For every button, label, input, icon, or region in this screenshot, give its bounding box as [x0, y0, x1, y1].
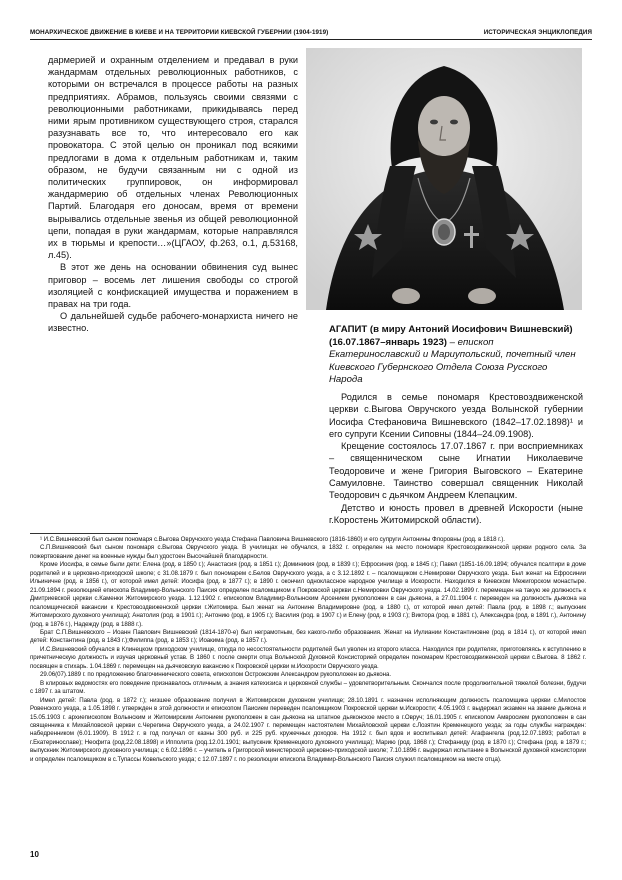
right-paragraph-3: Детство и юность провел в древней Искорости (ныне г.Коростень Житомирской области). [329, 502, 583, 525]
left-text-column [48, 54, 298, 335]
running-header [30, 26, 592, 38]
footnote-paragraph: В клировых ведомостях его поведение признавалось отличным, а знания катехизиса и церковной службы – удовлетворительным. Скончался после продолжительной тяжелой болезни, будучи с 1897 г. за штатом. [30, 679, 586, 696]
right-paragraph-2: Крещение состоялось 17.07.1867 г. при восприемниках – священническом сыне Игнатии Николаевиче Теодоровиче и жене Григория Выговского – Екатерине Самуиловне. Таинство совершал священник Николай Теодорович с дьячком Андреем Клепацким. [329, 441, 583, 501]
right-paragraph-1: Родился в семье пономаря Крестовоздвиженской церкви с.Выгова Овручского уезда Волынской губернии Иосифа Стефановича Вишневского (1842–17.02.1898)¹ и его супруги Ксении Сиповны (1844–24.09.1908). [329, 392, 583, 439]
caption-bio: (в миру Антоний Иосифович Вишневский) (16.07.1867–январь 1923) [329, 324, 573, 348]
header-section: ИСТОРИЧЕСКАЯ ЭНЦИКЛОПЕДИЯ [483, 28, 592, 36]
left-paragraph-3: О дальнейшей судьбе рабочего-монархиста ничего не известно. [48, 311, 298, 334]
left-paragraph-1: дармерией и охранным отделением и предавал в руки жандармам отдельных революционных работников, с которыми он встречался в процессе работы на разных предприятиях. Абрамов, пользуясь своими связями с революционными работниками, прикидываясь перед ними ярым противником существующего строя, старался разузнавать все то, что интересовало его как провокатора. С этой целью он проникал под всякими предлогами в дома к отдельным работникам и, таким образом, не будучи связанным ни с одной из политических группировок, он информировал жандармерию об отдельных членах Революционных Партий. Благодаря его доносам, время от времени вырывались отдельные звенья из общей революционной цепи, попадая в руки жандармам, которые направлялся их в тюрьмы и крепости…»(ЦГАОУ, ф.263, о.1, д.53168, л.45). [48, 55, 298, 261]
footnote-paragraph: Имел детей: Павла (род. в 1872 г.); низшее образование получил в Житомирском духовном училище; 28.10.1891 г. назначен исполняющим должность псаломщика церкви с.Милостов Ровенского уезда, а 1.05.1898 г. утвержден в этой должности и епископом Паисием переведен псаломщиком Покровской церкви м.Искорости; 4.05.1903 г. выдержал экзамен на звание дьякона и 15.05.1903 г. архиепископом Волынским и Житомирским Антонием рукоположен в сан дьякона на штатное дьяконское место в г.Овруч; 16.01.1905 г. епископом Амвросием рукоположен в сан священника к Михайловской церкви с.Черепина Овручского уезда, а 24.02.1907 г. перемещен настоятелем Михайловской церкви с.Лозятин Кременецкого уезда; за годы службы награжден: набедренником (6.01.1909). В 1912 г. в год получал от казны 300 руб. и 225 руб. кружечных доходов. На 1912 г. был вдов и воспитывал детей: Агафангела (род.12.07.1893; работал в г.Екатеринославе); Неофита (род.22.08.1898) и Ипполита (род.12.01.1901; выпускник Кременецкого духовного училища); Марию (род. 1868 г.); Стефаниду (род. в 1870 г.); Стефана (род. в 1879 г.; выпускник Житомирского духовного училища; с 6.02.1896 г. – учитель в Григорской министерской церковно-приходской школе; 7.10.1896 г. выдержал испытание в Волынской духовной консистории и определен псаломщиком в с.Тупассы Ковельского уезда; с 12.07.1897 г. по резолюции епископа Владимир-Волынского Паисия служил псаломщиком на месте отца). [30, 696, 586, 763]
footnote-rule [30, 533, 138, 534]
footnote-paragraph: Кроме Иосифа, в семье были дети: Елена (род. в 1850 г.); Анастасия (род. в 1851 г.); Доминикия (род. в 1839 г.); Ефросиния (род. в 1845 г.); Павел (1851-16.09.1894; обучался псалтири в доме родителей и в церковно-приходской школе; с 31.08.1879 г. был пономарем с.Белов Овручского уезда, а с 3.12.1892 г. – псаломщиком с.Немировки Овручского уезда. Был женат на Ефросинии Ильиничне (род. в 1856 г.), от которой имел детей: Иосифа (род. в 1877 г.); в 1890 г. окончил одноклассное народное училище в Искорости. Находился в Киевском Межигорском монастыре. 21.09.1894 г. резолюцией епископа Владимир-Волынского Паисия определен псаломщиком к Покровской церкви с.Немировки Овручского уезда. 14.02.1899 г. перемещен на такую же должность к Дмитриевской церкви с.Каменки Житомирского уезда. 1.12.1902 г. епископом Владимир-Волынским Арсением рукоположен в сан дьякона, а 27.01.1904 г. переведен на должность дьякона на псаломщической вакансии к Крестовоздвиженской церкви г.Житомира. Был женат на Антонине Владимировне (род. в 1880 г.), от которой имел детей: Павла (род. в 1898 г.; выпускник Житомирского духовного училища); Анатолия (род. в 1901 г.); Антонию (род. в 1905 г.); Василия (род. в 1907 г.) и Елену (род. в 1903 г.); Виктора (род. в 1881 г.), Александра (род. в 1891 г.), Антонину (род. в 1876 г.), Надежду (род. в 1888 г.). [30, 561, 586, 628]
header-rule [30, 39, 592, 40]
caption-role: – епископ Екатеринославский и Мариупольский, почетный член Киевского Губернского Отдела Союза Русского Народа [329, 336, 576, 386]
footnote-paragraph: И.С.Вишневский обучался в Клинецком приходском училище, откуда по несостоятельности родителей был уволен из второго класса. Находился при родителях, приготовляясь к вступлению в причетническую должность и изучая церковный устав. В 1860 г. после смерти отца Волынской Духовной Консисторией определен пономарем Крестовоздвиженской церкви с.Выгова. 8 1862 г. посвящен в стихарь. 1.04.1869 г. перемещен на дьячковскую вакансию к Покровской церкви м.Искорости Овручского уезда. [30, 645, 586, 670]
portrait-photo [306, 48, 582, 310]
page-number: 10 [30, 850, 39, 859]
caption-name: АГАПИТ [329, 324, 370, 335]
footnote-paragraph: 29.06(07).1889 г. по предложению благочиннического совета, епископом Острожским Александром рукоположен во дьякона. [40, 671, 391, 679]
portrait-caption [329, 324, 583, 387]
right-text-column [329, 391, 583, 526]
footnote-1: ¹ И.С.Вишневский был сыном пономаря с.Выгова Овручского уезда Стефана Павловича Вишневского (1816-1860) и его супруги Антонины Флоровны (род. в 1818 г.). [40, 536, 505, 543]
header-title: МОНАРХИЧЕСКОЕ ДВИЖЕНИЕ В КИЕВЕ И НА ТЕРРИТОРИИ КИЕВСКОЙ ГУБЕРНИИ (1904-1919) [30, 28, 329, 36]
footnotes [30, 536, 586, 764]
left-paragraph-2: В этот же день на основании обвинения суд вынес приговор – восемь лет лишения свободы со строгой изоляцией с конфискацией имущества и поражением в правах на три года. [48, 262, 298, 310]
footnote-paragraph: С.П.Вишневский был сыном пономаря с.Выгова Овручского уезда. В училищах не обучался, в 1832 г. определен на место пономаря Крестовоздвиженской церкви родного села. За пожертвование денег на военные нужды был удостоен Высочайшей благодарности. [30, 544, 586, 560]
footnote-paragraph: Брат С.П.Вишневского – Иоанн Павлович Вишневский (1814-1870-е) был неграмотным, без какого-либо образования. Женат на Иулиании Константиновне (род. в 1814 г.), от которой имел детей: Константина (род. в 1843 г.);Филиппа (род. в 1853 г.); Иоакима (род. в 1857 г.). [30, 628, 586, 645]
